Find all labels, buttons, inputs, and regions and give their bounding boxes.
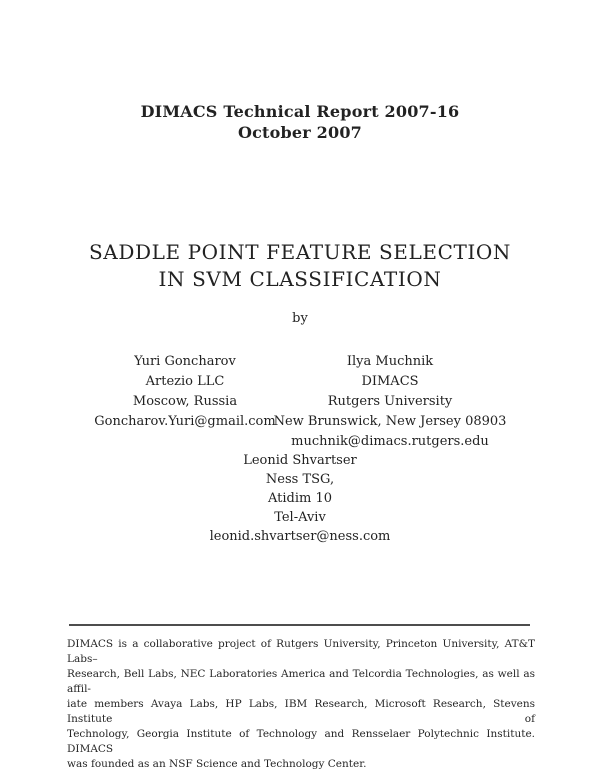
author-email: Goncharov.Yuri@gmail.com: [94, 414, 276, 429]
author-location: Tel-Aviv: [274, 510, 326, 525]
authors-row: [0, 352, 600, 447]
author-name: Yuri Goncharov: [134, 354, 236, 369]
footnote-line: Technology, Georgia Institute of Technology and Rensselaer Polytechnic Institute. DIMACS: [67, 728, 535, 755]
author-block-shvartser: [0, 451, 600, 546]
author-university: Rutgers University: [327, 394, 453, 409]
report-number: DIMACS Technical Report 2007-16: [140, 102, 460, 121]
footnote-line: iate members Avaya Labs, HP Labs, IBM Research, Microsoft Research, Stevens Institute of: [67, 698, 535, 725]
author-block-muchnik: [255, 352, 525, 452]
report-header: [0, 101, 600, 143]
paper-title-line-2: IN SVM CLASSIFICATION: [158, 267, 442, 291]
footnote-line: DIMACS is a collaborative project of Rutgers University, Princeton University, AT&T Labs–: [67, 638, 535, 665]
author-affiliation: Artezio LLC: [145, 374, 225, 389]
byline: by: [292, 311, 308, 326]
author-address: Atidim 10: [267, 491, 333, 506]
author-location: New Brunswick, New Jersey 08903: [273, 414, 507, 429]
author-location: Moscow, Russia: [132, 394, 238, 409]
author-email: muchnik@dimacs.rutgers.edu: [291, 434, 489, 449]
footnote-line: was founded as an NSF Science and Technology Center.: [67, 758, 367, 770]
footnote-text: [67, 637, 535, 772]
author-name: Leonid Shvartser: [243, 453, 357, 468]
footnote-rule: [69, 624, 530, 626]
author-name: Ilya Muchnik: [346, 354, 434, 369]
paper-title: [0, 239, 600, 293]
paper-title-line-1: SADDLE POINT FEATURE SELECTION: [88, 240, 512, 264]
author-affiliation: DIMACS: [361, 374, 419, 389]
author-email: leonid.shvartser@ness.com: [209, 529, 391, 544]
footnote-line: Research, Bell Labs, NEC Laboratories America and Telcordia Technologies, as well as affil-: [67, 668, 535, 695]
author-affiliation: Ness TSG,: [265, 472, 335, 487]
report-date: October 2007: [237, 123, 363, 142]
